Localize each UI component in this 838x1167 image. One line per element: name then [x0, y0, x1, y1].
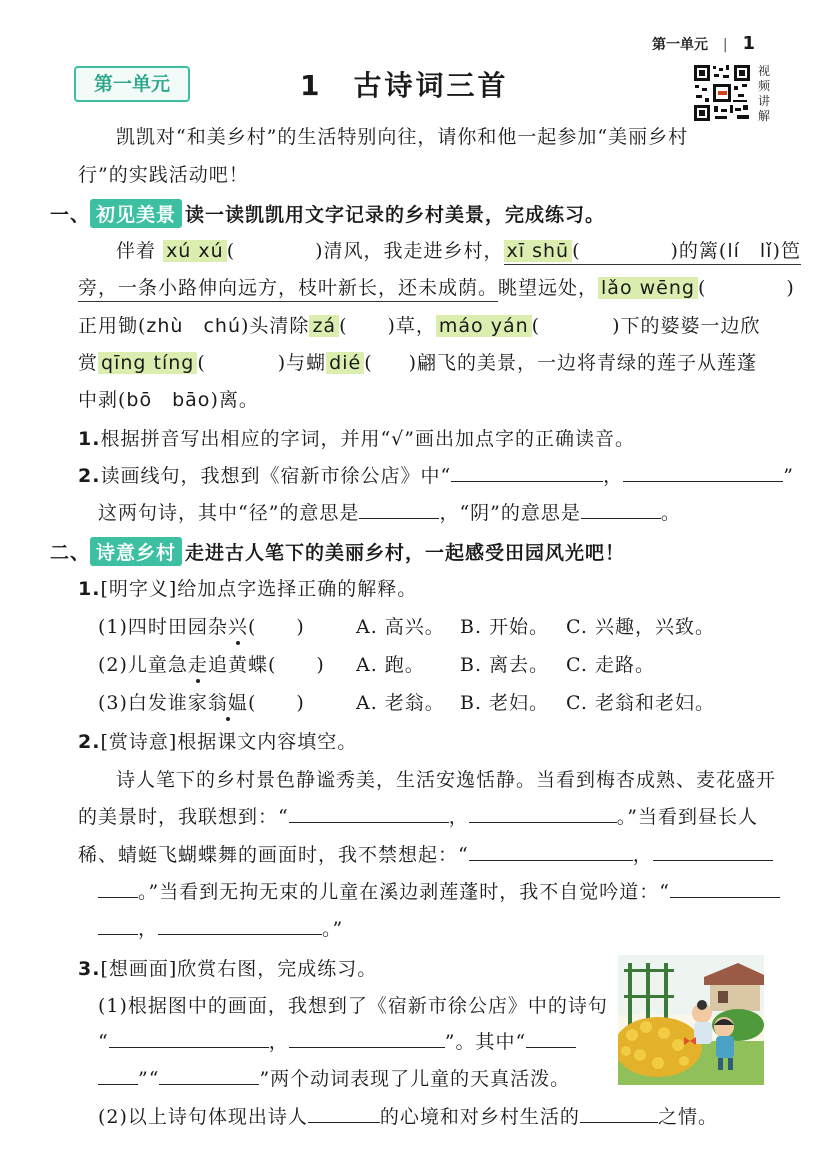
- section-1-heading: [50, 199, 605, 228]
- pinyin-mao-yan: máo yán: [436, 315, 532, 337]
- answer-blank-q2-6[interactable]: [670, 879, 780, 898]
- answer-blank-q3-7[interactable]: [580, 1104, 658, 1123]
- section-1-tag: 初见美景: [90, 199, 182, 228]
- pinyin-die: dié: [326, 352, 364, 374]
- section-1-title: 读一读凯凯用文字记录的乡村美景，完成练习。: [185, 204, 606, 226]
- choice-item-3-option-c[interactable]: C. 老翁和老妇。: [566, 692, 715, 714]
- passage-line-2: 旁，一条小路伸向远方，枝叶新长，还未成荫。眺望远处， lǎo wēng ( ): [78, 273, 795, 300]
- section-2-tag: 诗意乡村: [90, 537, 182, 566]
- section-2-title: 走进古人笔下的美丽乡村，一起感受田园风光吧！: [185, 542, 626, 564]
- answer-blank-q3-4[interactable]: [98, 1066, 138, 1085]
- pinyin-xi-shu: xī shū: [504, 240, 573, 262]
- pronunciation-options-chu[interactable]: zhù chú: [146, 315, 242, 337]
- qr-code-graphic: [693, 64, 751, 122]
- choice-item-1-option-b[interactable]: B. 开始。: [460, 616, 550, 638]
- choice-item-2-option-b[interactable]: B. 离去。: [460, 654, 550, 676]
- q2-line-2: 的美景时，我联想到：“ ， 。”当看到昼长人: [78, 806, 758, 828]
- answer-blank-q3-2[interactable]: [289, 1029, 445, 1048]
- section-1-question-2-line-1: 2.读画线句，我想到《宿新市徐公店》中“ ， ”: [78, 465, 794, 487]
- passage-line-1: 伴着 xú xú ( )清风，我走进乡村， xī shū ( )的篱(lí lǐ)笆: [116, 236, 801, 263]
- section-2-question-1: 1.[明字义]给加点字选择正确的解释。: [78, 578, 418, 600]
- answer-blank-q2-1[interactable]: [289, 804, 449, 823]
- choice-item-1-option-a[interactable]: A. 高兴。: [356, 616, 445, 638]
- q3-sub-2: (2)以上诗句体现出诗人 的心境和对乡村生活的 之情。: [98, 1106, 718, 1128]
- q2-line-4: 。”当看到无拘无束的儿童在溪边剥莲蓬时，我不自觉吟道：“: [98, 877, 780, 904]
- answer-blank-yin-meaning[interactable]: [581, 500, 661, 519]
- choice-item-2: (2)儿童急走追黄蝶( ): [98, 650, 325, 677]
- pinyin-za: zá: [309, 315, 339, 337]
- answer-blank-poem-line-1[interactable]: [451, 463, 603, 482]
- answer-blank-q2-3[interactable]: [469, 842, 633, 861]
- pronunciation-options-li[interactable]: lí lǐ: [727, 240, 773, 262]
- passage-line-4: 赏 qīng tíng ( )与蝴 dié ( )翩飞的美景，一边将青绿的莲子从莲蓬: [78, 352, 758, 374]
- pinyin-lao-weng: lǎo wēng: [598, 277, 698, 299]
- passage-line-5: 中剥(bō bāo)离。: [78, 389, 259, 411]
- choice-item-2-option-c[interactable]: C. 走路。: [566, 654, 655, 676]
- passage-line-3: 正用锄(zhù chú)头清除 zá ( )草， máo yán ( )下的婆婆一边欣: [78, 315, 761, 337]
- answer-blank-q2-5[interactable]: [98, 879, 138, 898]
- section-1-prefix: 一、: [50, 204, 91, 226]
- section-1-question-2-line-2: 这两句诗，其中“径”的意思是 ，“阴”的意思是 。: [98, 502, 681, 524]
- choice-item-1-option-c[interactable]: C. 兴趣，兴致。: [566, 616, 715, 638]
- qr-code[interactable]: [693, 64, 751, 122]
- answer-blank-q3-1[interactable]: [109, 1029, 269, 1048]
- section-2-prefix: 二、: [50, 542, 91, 564]
- pinyin-qing-ting: qīng tíng: [98, 352, 197, 374]
- pronunciation-options-bo[interactable]: bō bāo: [126, 389, 211, 411]
- header-unit: 第一单元: [652, 37, 708, 53]
- section-2-heading: [50, 537, 625, 566]
- section-1-question-1: 1.根据拼音写出相应的字词，并用“√”画出加点字的正确读音。: [78, 428, 635, 450]
- intro-line-2: 行”的实践活动吧！: [78, 164, 249, 186]
- section-2-question-3: 3.[想画面]欣赏右图，完成练习。: [78, 958, 378, 980]
- pinyin-xu-xu: xú xú: [163, 240, 227, 262]
- choice-item-2-option-a[interactable]: A. 跑。: [356, 654, 425, 676]
- answer-blank-q2-4[interactable]: [653, 842, 773, 861]
- answer-blank-q2-8[interactable]: [158, 916, 322, 935]
- intro-line-1: 凯凯对“和美乡村”的生活特别向往，请你和他一起参加“美丽乡村: [116, 126, 689, 148]
- qr-label: 视 频 讲 解: [758, 64, 771, 123]
- section-2-question-2: 2.[赏诗意]根据课文内容填空。: [78, 731, 358, 753]
- page-number: 1: [742, 33, 755, 54]
- q3-line-3: ”“ ”两个动词表现了儿童的天真活泼。: [98, 1064, 570, 1091]
- unit-badge-label: 第一单元: [93, 73, 170, 95]
- q3-sub-1: (1)根据图中的画面，我想到了《宿新市徐公店》中的诗句: [98, 995, 608, 1017]
- header-divider: |: [722, 37, 728, 53]
- answer-blank-q3-5[interactable]: [159, 1066, 259, 1085]
- choice-item-3-option-a[interactable]: A. 老翁。: [356, 692, 445, 714]
- q2-line-3: 稀、蜻蜓飞蝴蝶舞的画面时，我不禁想起：“ ，: [78, 840, 773, 867]
- lesson-title: 1 古诗词三首: [300, 69, 509, 102]
- running-header: [652, 33, 755, 54]
- choice-item-3-option-b[interactable]: B. 老妇。: [460, 692, 550, 714]
- answer-blank-q3-6[interactable]: [308, 1104, 380, 1123]
- answer-blank-q2-7[interactable]: [98, 916, 138, 935]
- answer-blank-poem-line-2[interactable]: [623, 463, 783, 482]
- q2-line-1: 诗人笔下的乡村景色静谧秀美，生活安逸恬静。当看到梅杏成熟、麦花盛开: [116, 769, 777, 791]
- choice-item-1: (1)四时田园杂兴( ): [98, 612, 305, 639]
- q3-line-2: “ ， ”。其中“: [98, 1027, 576, 1054]
- choice-item-3: (3)白发谁家翁媪( ): [98, 688, 305, 715]
- q2-line-5: ， 。”: [98, 914, 343, 941]
- answer-blank-jing-meaning[interactable]: [359, 500, 439, 519]
- answer-blank-q3-3[interactable]: [526, 1029, 576, 1048]
- unit-badge: [74, 66, 190, 102]
- answer-blank-q2-2[interactable]: [469, 804, 617, 823]
- illustration-children-chasing-butterfly: [618, 955, 764, 1085]
